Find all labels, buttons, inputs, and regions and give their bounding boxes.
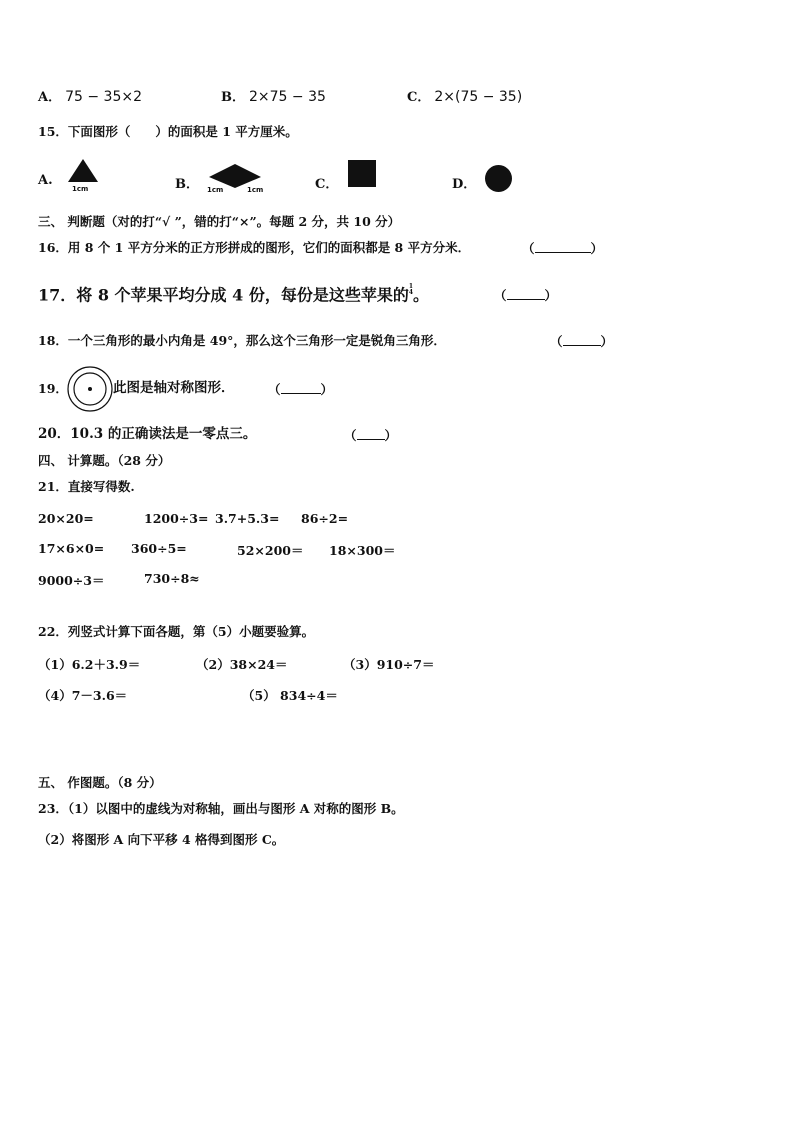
square-shape <box>348 160 376 187</box>
q19-number: 19． <box>38 381 68 396</box>
q19-answer-blank <box>268 381 333 398</box>
calc-item: 730÷8≈ <box>144 571 200 586</box>
calc-item: 86÷2= <box>301 511 349 526</box>
q23-part1: 23．（1）以图中的虚线为对称轴，画出与图形 A 对称的图形 B。 <box>38 801 404 816</box>
q15-option-a-label: A. <box>38 173 53 188</box>
option-label: C． <box>407 90 431 105</box>
q15-stem: 15．下面图形（ ）的面积是 1 平方厘米。 <box>38 124 298 139</box>
paren-open: （ <box>550 334 563 349</box>
paren-close: ） <box>590 241 604 256</box>
section3-heading: 三、 判断题（对的打“√ ”，错的打“×”。每题 2 分，共 10 分） <box>38 214 401 229</box>
q14-option-a <box>38 88 142 107</box>
option-label: B． <box>221 90 245 105</box>
q15-option-d-label: D． <box>452 177 477 192</box>
q23-part2: （2）将图形 A 向下平移 4 格得到图形 C。 <box>38 832 285 847</box>
option-expression: 2×75 − 35 <box>249 89 326 105</box>
paren-open: （ <box>522 241 535 256</box>
q16-text: 16．用 8 个 1 平方分米的正方形拼成的图形，它们的面积都是 8 平方分米． <box>38 240 471 255</box>
concentric-circles-figure <box>66 365 114 413</box>
calc-item: 360÷5= <box>131 541 187 556</box>
paren-open: （ <box>494 288 507 303</box>
vertical-calc-item: （1）6.2＋3.9＝ <box>38 657 141 672</box>
q22-stem: 22．列竖式计算下面各题，第（5）小题要验算。 <box>38 624 315 639</box>
q14-option-b <box>221 88 326 107</box>
q20-text: 20．10.3 的正确读法是一零点三。 <box>38 426 257 442</box>
vertical-calc-item: （3）910÷7＝ <box>343 657 435 672</box>
shape-caption: 1cm <box>207 186 224 194</box>
section5-heading: 五、 作图题。（8 分） <box>38 775 162 790</box>
paren-close: ） <box>544 288 558 303</box>
q18-text: 18．一个三角形的最小内角是 49°，那么这个三角形一定是锐角三角形． <box>38 333 446 348</box>
q17-text <box>38 284 429 305</box>
fraction-numerator: 1 <box>408 283 414 290</box>
q20-answer-blank <box>344 427 397 444</box>
q17-suffix: 。 <box>413 285 430 305</box>
vertical-calc-item: （4）7－3.6＝ <box>38 688 128 703</box>
calc-item: 1200÷3= <box>144 511 209 526</box>
q17-answer-blank <box>494 287 557 304</box>
calc-item: 18×300＝ <box>329 543 396 558</box>
paren-close: ） <box>320 382 334 397</box>
paren-open: （ <box>344 428 357 443</box>
shape-caption: 1cm <box>247 186 264 194</box>
answer-line <box>357 427 385 440</box>
calc-item: 20×20= <box>38 511 94 526</box>
circle-shape <box>485 165 512 192</box>
answer-line <box>535 240 591 253</box>
q19-text: 此图是轴对称图形． <box>113 380 235 396</box>
triangle-shape <box>66 158 100 188</box>
option-expression: 75 − 35×2 <box>65 89 142 105</box>
option-label: A． <box>38 90 62 105</box>
calc-item: 17×6×0= <box>38 541 105 556</box>
paren-close: ） <box>600 334 614 349</box>
fraction-denominator: 4 <box>408 289 414 296</box>
shape-caption: 1cm <box>72 185 89 193</box>
section4-heading: 四、 计算题。（28 分） <box>38 453 171 468</box>
answer-line <box>507 287 545 300</box>
q15-option-c-label: C． <box>315 177 339 192</box>
vertical-calc-item: （2）38×24＝ <box>196 657 288 672</box>
option-expression: 2×(75 − 35) <box>434 89 523 105</box>
q14-option-c <box>407 88 522 107</box>
q17-prefix: 17．将 8 个苹果平均分成 4 份，每份是这些苹果的 <box>38 285 409 305</box>
calc-item: 3.7+5.3= <box>215 511 280 526</box>
q21-stem: 21．直接写得数. <box>38 479 135 494</box>
paren-close: ） <box>384 428 398 443</box>
q16-answer-blank <box>522 240 603 257</box>
vertical-calc-item: （5） 834÷4＝ <box>242 688 338 703</box>
calc-item: 52×200＝ <box>237 543 304 558</box>
q15-option-b-label: B． <box>175 177 199 192</box>
calc-item: 9000÷3＝ <box>38 573 105 588</box>
answer-line <box>281 381 321 394</box>
paren-open: （ <box>268 382 281 397</box>
q18-answer-blank <box>550 333 613 350</box>
answer-line <box>563 333 601 346</box>
